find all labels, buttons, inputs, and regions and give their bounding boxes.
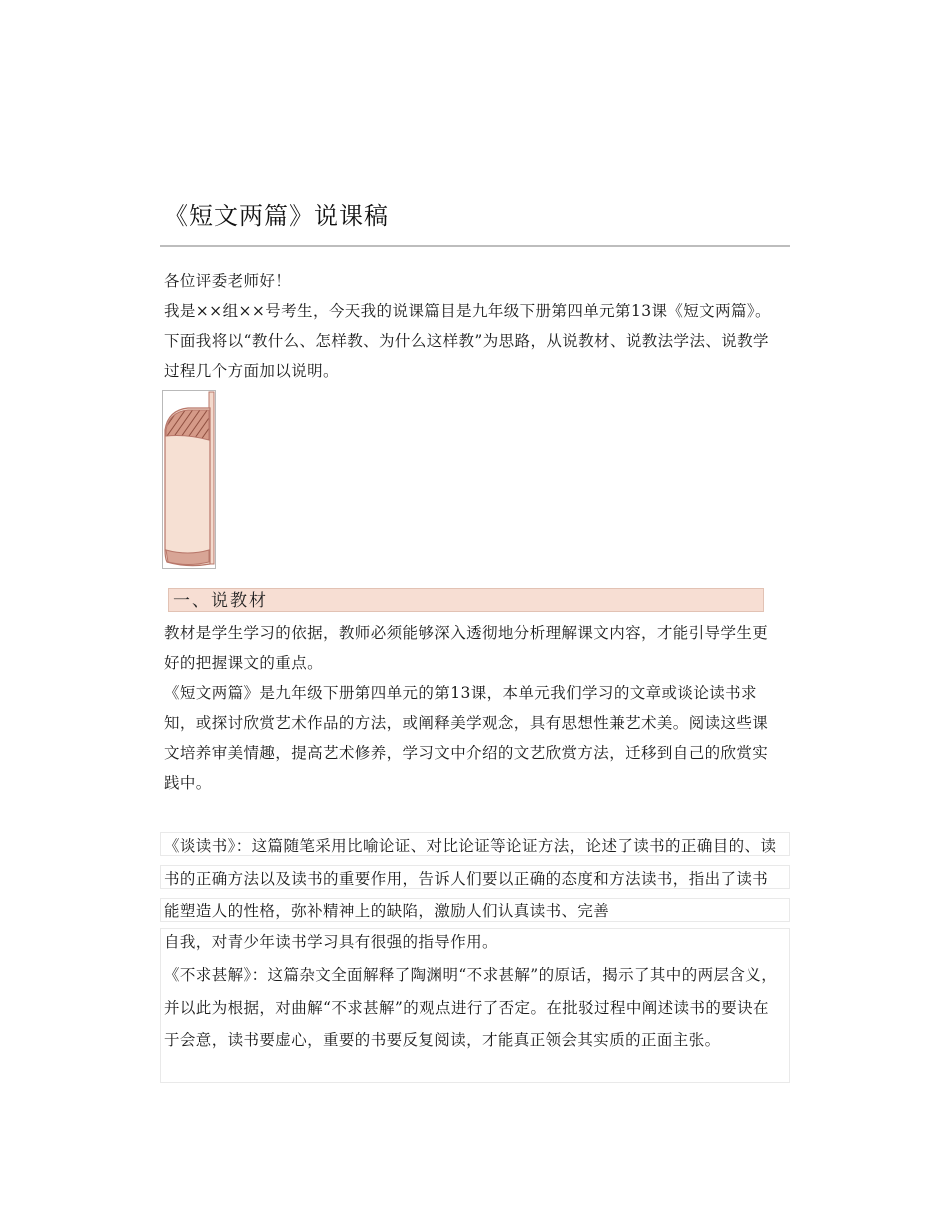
paragraph-bu-qiu-shen-jie: 《不求甚解》：这篇杂文全面解释了陶渊明“不求甚解”的原话，揭示了其中的两层含义，并以此为根据，对曲解“不求甚解”的观点进行了否定。在批驳过程中阐述读书的要诀在于会意，读书要虚心，重要的书要反复阅读，才能真正领会其实质的正面主张。 bbox=[164, 966, 778, 1049]
greeting-text: 各位评委老师好！ bbox=[164, 272, 292, 290]
section-heading-bar bbox=[168, 588, 764, 612]
page-title: 《短文两篇》说课稿 bbox=[164, 202, 389, 230]
scroll-illustration-icon bbox=[162, 390, 216, 569]
paragraph-tan-du-shu-end: 自我，对青少年读书学习具有很强的指导作用。 bbox=[164, 933, 498, 951]
section-heading: 一、说教材 bbox=[173, 591, 268, 611]
intro-paragraph: 我是××组××号考生，今天我的说课篇目是九年级下册第四单元第13课《短文两篇》。下面我将以“教什么、怎样教、为什么这样教”为思路，从说教材、说教法学法、说教学过程几个方面加以说明。 bbox=[164, 302, 771, 380]
paragraph-textbook-basis: 教材是学生学习的依据，教师必须能够深入透彻地分析理解课文内容，才能引导学生更好的把握课文的重点。 bbox=[164, 624, 769, 672]
paragraph-unit-overview: 《短文两篇》是九年级下册第四单元的第13课，本单元我们学习的文章或谈论读书求知，或探讨欣赏艺术作品的方法，或阐释美学观念，具有思想性兼艺术美。阅读这些课文培养审美情趣，提高艺术修养，学习文中介绍的文艺欣赏方法，迁移到自己的欣赏实践中。 bbox=[164, 684, 769, 792]
paragraph-tan-du-shu: 《谈读书》：这篇随笔采用比喻论证、对比论证等论证方法，论述了读书的正确目的、读书的正确方法以及读书的重要作用，告诉人们要以正确的态度和方法读书，指出了读书能塑造人的性格，弥补精神上的缺陷，激励人们认真读书、完善 bbox=[164, 837, 777, 920]
title-divider bbox=[160, 245, 790, 247]
